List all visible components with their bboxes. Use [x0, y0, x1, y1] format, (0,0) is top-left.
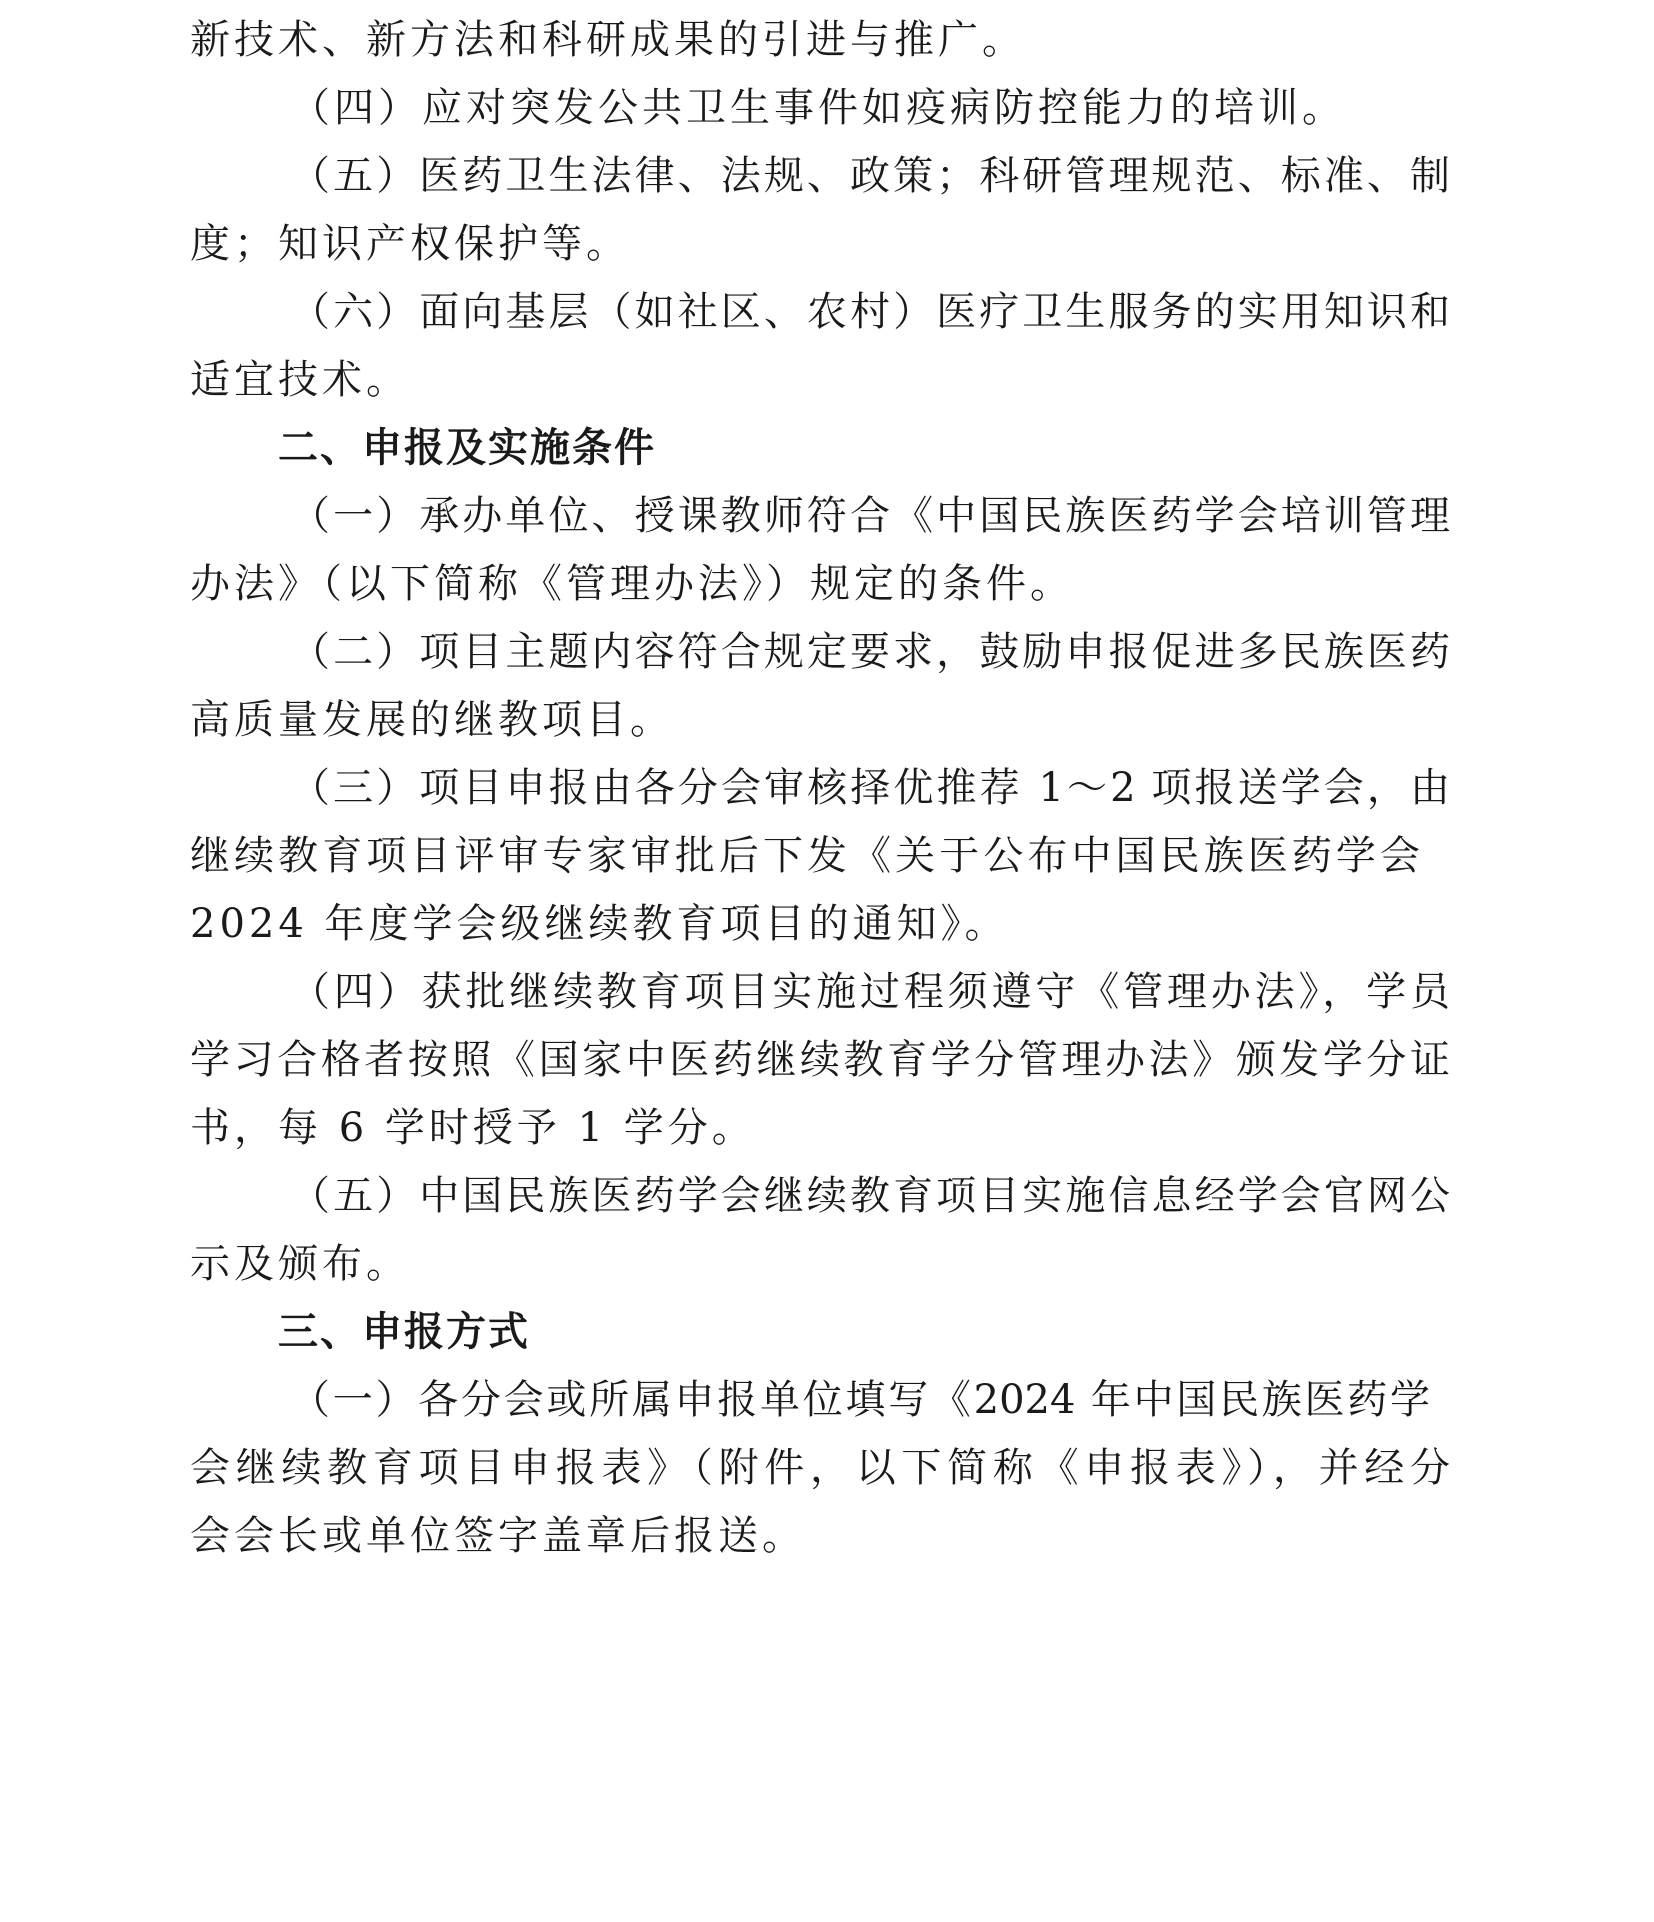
section-heading-2: 二、申报及实施条件 — [278, 425, 656, 471]
condition-item-3-line: 2024 年度学会级继续教育项目的通知》。 — [190, 901, 1009, 947]
paragraph-line: 新技术、新方法和科研成果的引进与推广。 — [190, 17, 1026, 63]
method-item-1-line: 会会长或单位签字盖章后报送。 — [190, 1513, 806, 1559]
condition-item-3-line: （三）项目申报由各分会审核择优推荐 1～2 项报送学会，由 — [290, 765, 1450, 811]
method-item-1-line: （一）各分会或所属申报单位填写《2024 年中国民族医药学 — [290, 1377, 1430, 1423]
condition-item-2-line: （二）项目主题内容符合规定要求，鼓励申报促进多民族医药 — [290, 629, 1450, 675]
condition-item-1-line: 办法》（以下简称《管理办法》）规定的条件。 — [190, 561, 1074, 607]
section-heading-3: 三、申报方式 — [278, 1309, 530, 1355]
condition-item-4-line: （四）获批继续教育项目实施过程须遵守《管理办法》，学员 — [290, 969, 1450, 1015]
condition-item-1-line: （一）承办单位、授课教师符合《中国民族医药学会培训管理 — [290, 493, 1450, 539]
condition-item-4-line: 学习合格者按照《国家中医药继续教育学分管理办法》颁发学分证 — [190, 1037, 1450, 1083]
list-item-6-line: 适宜技术。 — [190, 357, 410, 403]
list-item-4-line: （四）应对突发公共卫生事件如疫病防控能力的培训。 — [290, 85, 1346, 131]
method-item-1-line: 会继续教育项目申报表》（附件，以下简称《申报表》），并经分 — [190, 1445, 1450, 1491]
condition-item-4-line: 书，每 6 学时授予 1 学分。 — [190, 1105, 756, 1151]
condition-item-3-line: 继续教育项目评审专家审批后下发《关于公布中国民族医药学会 — [190, 833, 1420, 879]
condition-item-5-line: 示及颁布。 — [190, 1241, 410, 1287]
list-item-5-line: 度；知识产权保护等。 — [190, 221, 630, 267]
condition-item-2-line: 高质量发展的继教项目。 — [190, 697, 674, 743]
list-item-6-line: （六）面向基层（如社区、农村）医疗卫生服务的实用知识和 — [290, 289, 1450, 335]
list-item-5-line: （五）医药卫生法律、法规、政策；科研管理规范、标准、制 — [290, 153, 1450, 199]
condition-item-5-line: （五）中国民族医药学会继续教育项目实施信息经学会官网公 — [290, 1173, 1450, 1219]
